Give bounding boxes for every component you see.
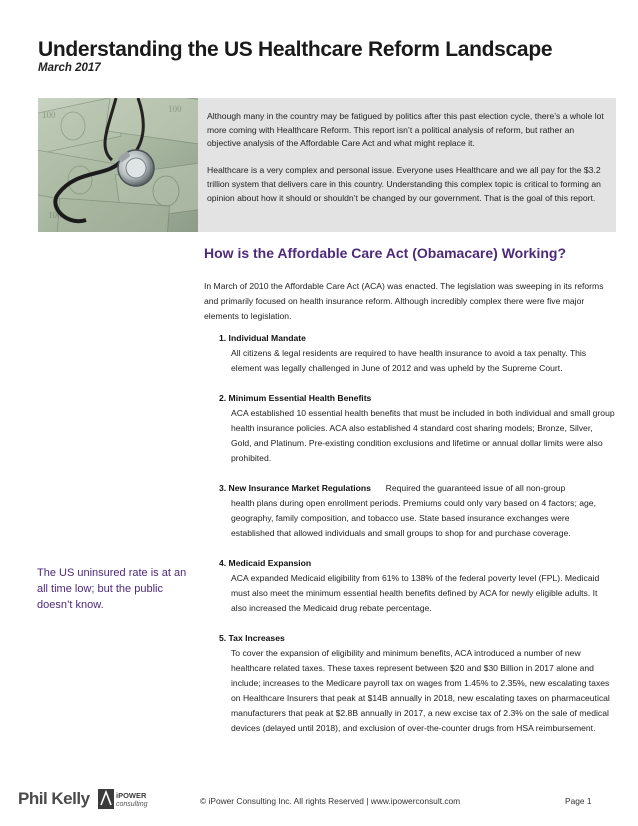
logo-text-bottom: consulting [115,801,148,808]
list-item-body: ACA expanded Medicaid eligibility from 61% to 138% of the federal poverty level (FPL). Medicaid must also meet the minimum essential health benefits defined by ACA for newly eligible adults. It also increased the Medicaid drug rebate percentage. [231,573,600,613]
svg-text:100: 100 [42,110,56,120]
list-item-title: 1. Individual Mandate [219,333,306,343]
intro-panel [198,98,616,232]
list-item-title: 3. New Insurance Market Regulations [219,483,371,493]
list-item-title: 4. Medicaid Expansion [219,558,312,568]
section-lead-paragraph: In March of 2010 the Affordable Care Act (ACA) was enacted. The legislation was sweeping in its reforms and primarily focused on health insurance reform. Although incredibly complex there were five major elements to legislation. [204,281,604,321]
list-item-body: ACA established 10 essential health benefits that must be included in both individual and small group health insurance policies. ACA also established 4 standard cost sharing models; Bronze, Silver, Gold, and Platinum. Pre-existing condition exclusions and lifetime or annual dollar limits were also prohibited. [231,408,615,463]
elements-list [219,331,615,736]
svg-text:100: 100 [48,210,62,220]
brand-name: Phil Kelly [18,789,90,808]
pull-quote: The US uninsured rate is at an all time low; but the public doesn’t know. [37,567,187,611]
list-item-title: 2. Minimum Essential Health Benefits [219,393,372,403]
list-item [219,481,615,541]
footer-copyright: © iPower Consulting Inc. All rights Reserved | www.ipowerconsult.com [200,796,461,806]
list-item [219,331,615,376]
logo-text-top: iPOWER [115,791,147,800]
intro-paragraph: Healthcare is a very complex and personal issue. Everyone uses Healthcare and we all pay for the $3.2 trillion system that delivers care in this country. Understanding this complex topic is critical to forming an opinion about how it should or shouldn’t be changed by our government. That is the goal of this report. [207,165,601,203]
document-title: Understanding the US Healthcare Reform Landscape [38,38,553,61]
list-item-body: health plans during open enrollment periods. Premiums could only vary based on 4 factors; age, geography, family composition, and tobacco use. State based insurance exchanges were established that allowed individuals and small groups to shop for and purchase coverage. [231,498,596,538]
list-item-body: All citizens & legal residents are required to have health insurance to avoid a tax penalty. This element was legally challenged in June of 2012 and was upheld by the Supreme Court. [231,348,587,373]
page-number: Page 1 [565,796,592,806]
list-item-title: 5. Tax Increases [219,633,285,643]
footer-brand [18,789,152,813]
list-item-body: Required the guaranteed issue of all non-group [385,483,566,493]
intro-paragraph: Although many in the country may be fatigued by politics after this past election cycle, there’s a whole lot more coming with Healthcare Reform. This report isn’t a political analysis of reform, but rather an objective analysis of the Affordable Care Act and what might replace it. [207,111,604,149]
section-heading: How is the Affordable Care Act (Obamacare) Working? [204,245,566,261]
list-item [219,631,615,736]
ipower-consulting-logo [98,789,152,809]
document-date: March 2017 [38,62,101,74]
stethoscope-on-money-image [38,98,198,232]
svg-text:100: 100 [168,104,182,114]
list-item [219,391,615,466]
list-item [219,556,615,616]
list-item-body: To cover the expansion of eligibility and minimum benefits, ACA introduced a number of new healthcare related taxes. These taxes represent between $20 and $30 Billion in 2017 alone and include; increases to the Medicare payroll tax on wages from 1.45% to 2.35%, new escalating taxes on Healthcare Insurers that peak at $14B annually in 2018, new escalating taxes on pharmaceutical manufacturers that peak at $2.8B annually in 2017, a new excise tax of 2.3% on the sale of medical devices (delayed until 2018), and exclusion of over-the-counter drugs from HSA reimbursement. [231,648,610,733]
